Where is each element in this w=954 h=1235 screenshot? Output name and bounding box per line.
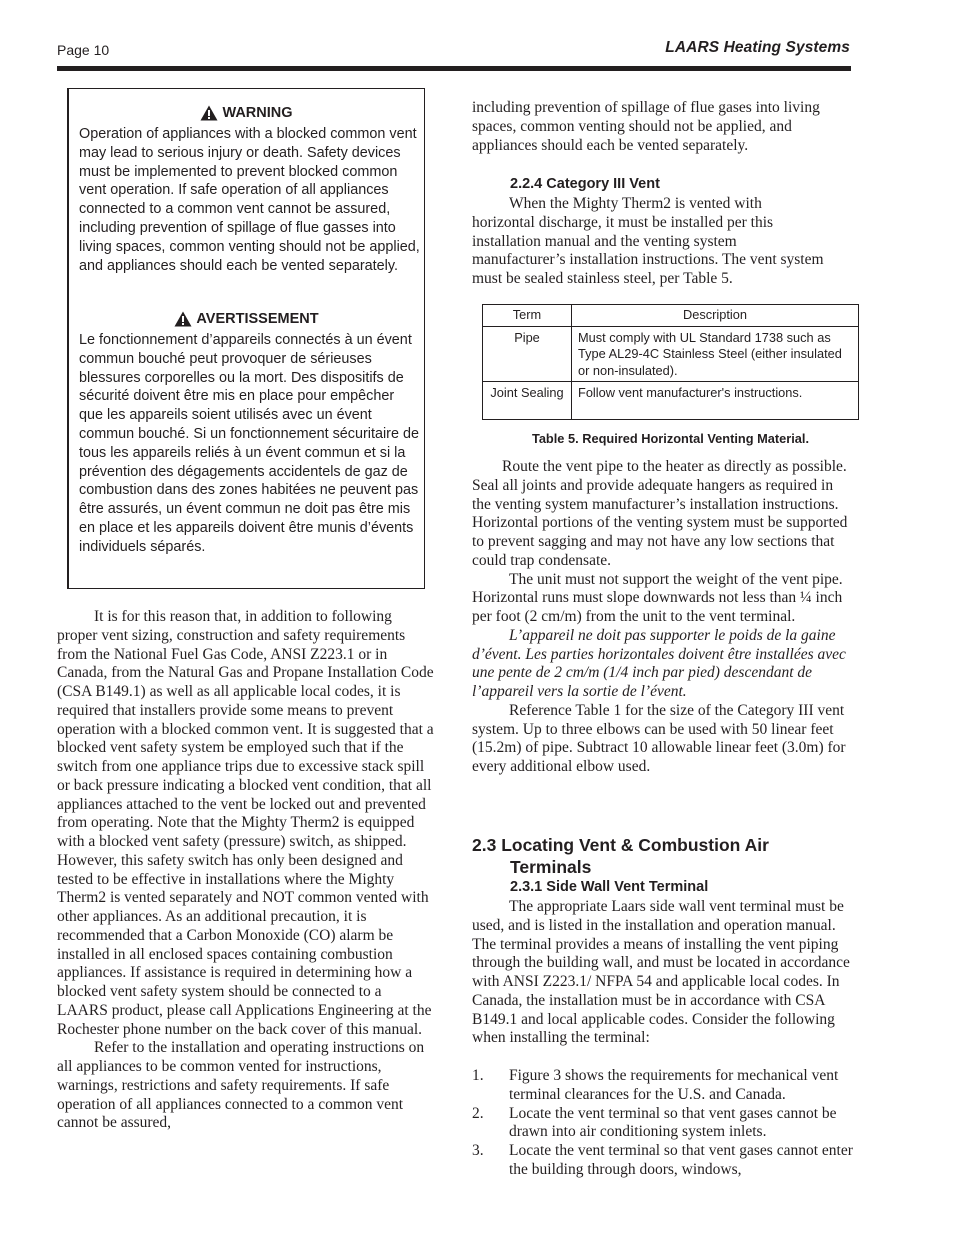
avertissement-title: AVERTISSEMENT [196,311,319,327]
table-row [483,382,859,420]
blocked-vent-paragraph: It is for this reason that, in addition to following proper vent sizing, construction and safety requirements from the National Fuel Gas Code, ANSI Z223.1 or in Canada, from the Natural Gas and Propane Installation Code (CSA B149.1) as well as all applicable local codes, it is required that installers provide some means to prevent operation with a blocked common vent. It is suggested that a blocked vent safety system be employed such that if the switch from one appliance trips due to excessive stack spill or back pressure indicating a blocked vent condition, that all appliances attached to the vent be locked out and prevented from operating. Note that the Mighty Therm2 is equipped with a blocked vent safety (pressure) switch, as shipped. However, this safety switch has only been designed and tested to be effective in installations where the Mighty Therm2 is vented separately and NOT common vented with other appliances. As an additional precaution, it is recommended that a Carbon Monoxide (CO) alarm be installed in all enclosed spaces containing combustion appliances. If assistance is required in determining how a blocked vent safety system should be connected to a LAARS product, please call Applications Engineering at the Rochester phone number on the back cover of this manual. [57,608,434,1038]
list-item [472,1142,854,1180]
warning-title: WARNING [222,105,293,121]
continuation-paragraph: including prevention of spillage of flue gases into living spaces, common venting should not be applied, and appliances should each be vented separately. [472,99,820,154]
table-header-row [483,305,859,327]
list-item-number: 1. [472,1067,484,1084]
table-row [483,326,859,382]
table-cell-term: Joint Sealing [483,382,572,420]
list-item-number: 3. [472,1142,484,1159]
route-paragraph: Route the vent pipe to the heater as directly as possible. Seal all joints and provide adequate hangers as required in the venting system manufacturer’s installation instructions. Horizontal portions of the venting system must be supported to prevent sagging and may not have any low sections that could trap condensate. [472,458,848,569]
terminal-considerations-list [472,1067,854,1180]
table-cell-description: Follow vent manufacturer's instructions. [572,382,859,420]
table-header-description: Description [572,305,859,327]
brand-title: LAARS Heating Systems [665,39,850,56]
section-2-3-heading: 2.3 Locating Vent & Combustion Air Terminals [472,835,769,877]
french-paragraph: L’appareil ne doit pas supporter le poids de la gaine d’évent. Les parties horizontales doivent être installées avec une pente de 2 cm/m (1/4 inch par pied) descendant de l’appareil vers la sortie de l’évent. [472,626,846,700]
list-item [472,1105,854,1143]
avertissement-heading [69,311,424,327]
list-item-text: Locate the vent terminal so that vent gases cannot enter the building through doors, windows, [509,1142,853,1178]
table-cell-description: Must comply with UL Standard 1738 such as Type AL29-4C Stainless Steel (either insulated or non-insulated). [572,326,859,382]
table-header-term: Term [483,305,572,327]
avertissement-text: Le fonctionnement d’appareils connectés à un évent commun bouché peut provoquer de sérieuses blessures corporelles ou la mort. Des dispositifs de sécurité doivent être mis en place pour empêcher que les appareils soient utilisés avec un évent commun bouché. Si un fonctionnement sécuritaire de tous les appareils reliés à un évent commun et si la prévention des dégagements accidentels de gaz de combustion dans des zones habitées ne peuvent pas être assurés, un évent commun ne doit pas être mis en place et les appareils doivent être munis d’évents individuels séparés. [79,332,419,555]
section-2-2-4-text: When the Mighty Therm2 is vented with horizontal discharge, it must be installed per this installation manual and the venting system manufacturer’s installation instructions. The vent system must be sealed stainless steel, per Table 5. [472,195,824,287]
unit-paragraph: The unit must not support the weight of the vent pipe. Horizontal runs must slope downwards not less than ¼ inch per foot (2 cm/m) from the unit to the vent terminal. [472,570,843,625]
refer-paragraph: Refer to the installation and operating instructions on all appliances to be common vented for instructions, warnings, restrictions and safety requirements. If safe operation of all appliances connected to a common vent cannot be assured, [57,1039,425,1132]
section-2-2-4-heading: 2.2.4 Category III Vent [510,176,660,192]
right-column-venting-text [472,458,854,777]
warning-heading [69,105,424,121]
page-number: Page 10 [57,42,110,58]
warning-text: Operation of appliances with a blocked common vent may lead to serious injury or death. Safety devices must be implemented to prevent blocked common vent operation. If safe operation of all appliances connected to a common vent cannot be assured, including prevention of spillage of flue gasses into living spaces, common venting should not be applied, and appliances should each be vented separately. [79,126,420,274]
list-item-number: 2. [472,1104,484,1122]
left-column-text [57,608,434,1133]
section-2-3-1-heading: 2.3.1 Side Wall Vent Terminal [510,879,709,895]
header-rule [57,66,851,71]
venting-material-table [482,304,859,420]
list-item-text: Locate the vent terminal so that vent gases cannot be drawn into air conditioning system inlets. [509,1104,837,1141]
table-cell-term: Pipe [483,326,572,382]
warning-triangle-icon [200,105,218,121]
list-item [472,1067,854,1105]
table-caption: Table 5. Required Horizontal Venting Material. [531,431,810,446]
section-2-3-1-text: The appropriate Laars side wall vent terminal must be used, and is listed in the installation and operation manual. The terminal provides a means of installing the vent piping through the building wall, and must be located in accordance with ANSI Z223.1/ NFPA 54 and applicable local codes. In Canada, the installation must be in accordance with CSA B149.1 and local applicable codes. Consider the following when installing the terminal: [472,898,850,1047]
warning-box [67,88,425,589]
reference-paragraph: Reference Table 1 for the size of the Category III vent system. Up to three elbows can be used with 50 linear feet (15.2m) of pipe. Subtract 10 allowable linear feet (3.0m) for every additional elbow used. [472,701,846,775]
warning-triangle-icon [174,311,192,327]
list-item-text: Figure 3 shows the requirements for mechanical vent terminal clearances for the U.S. and Canada. [509,1067,839,1103]
